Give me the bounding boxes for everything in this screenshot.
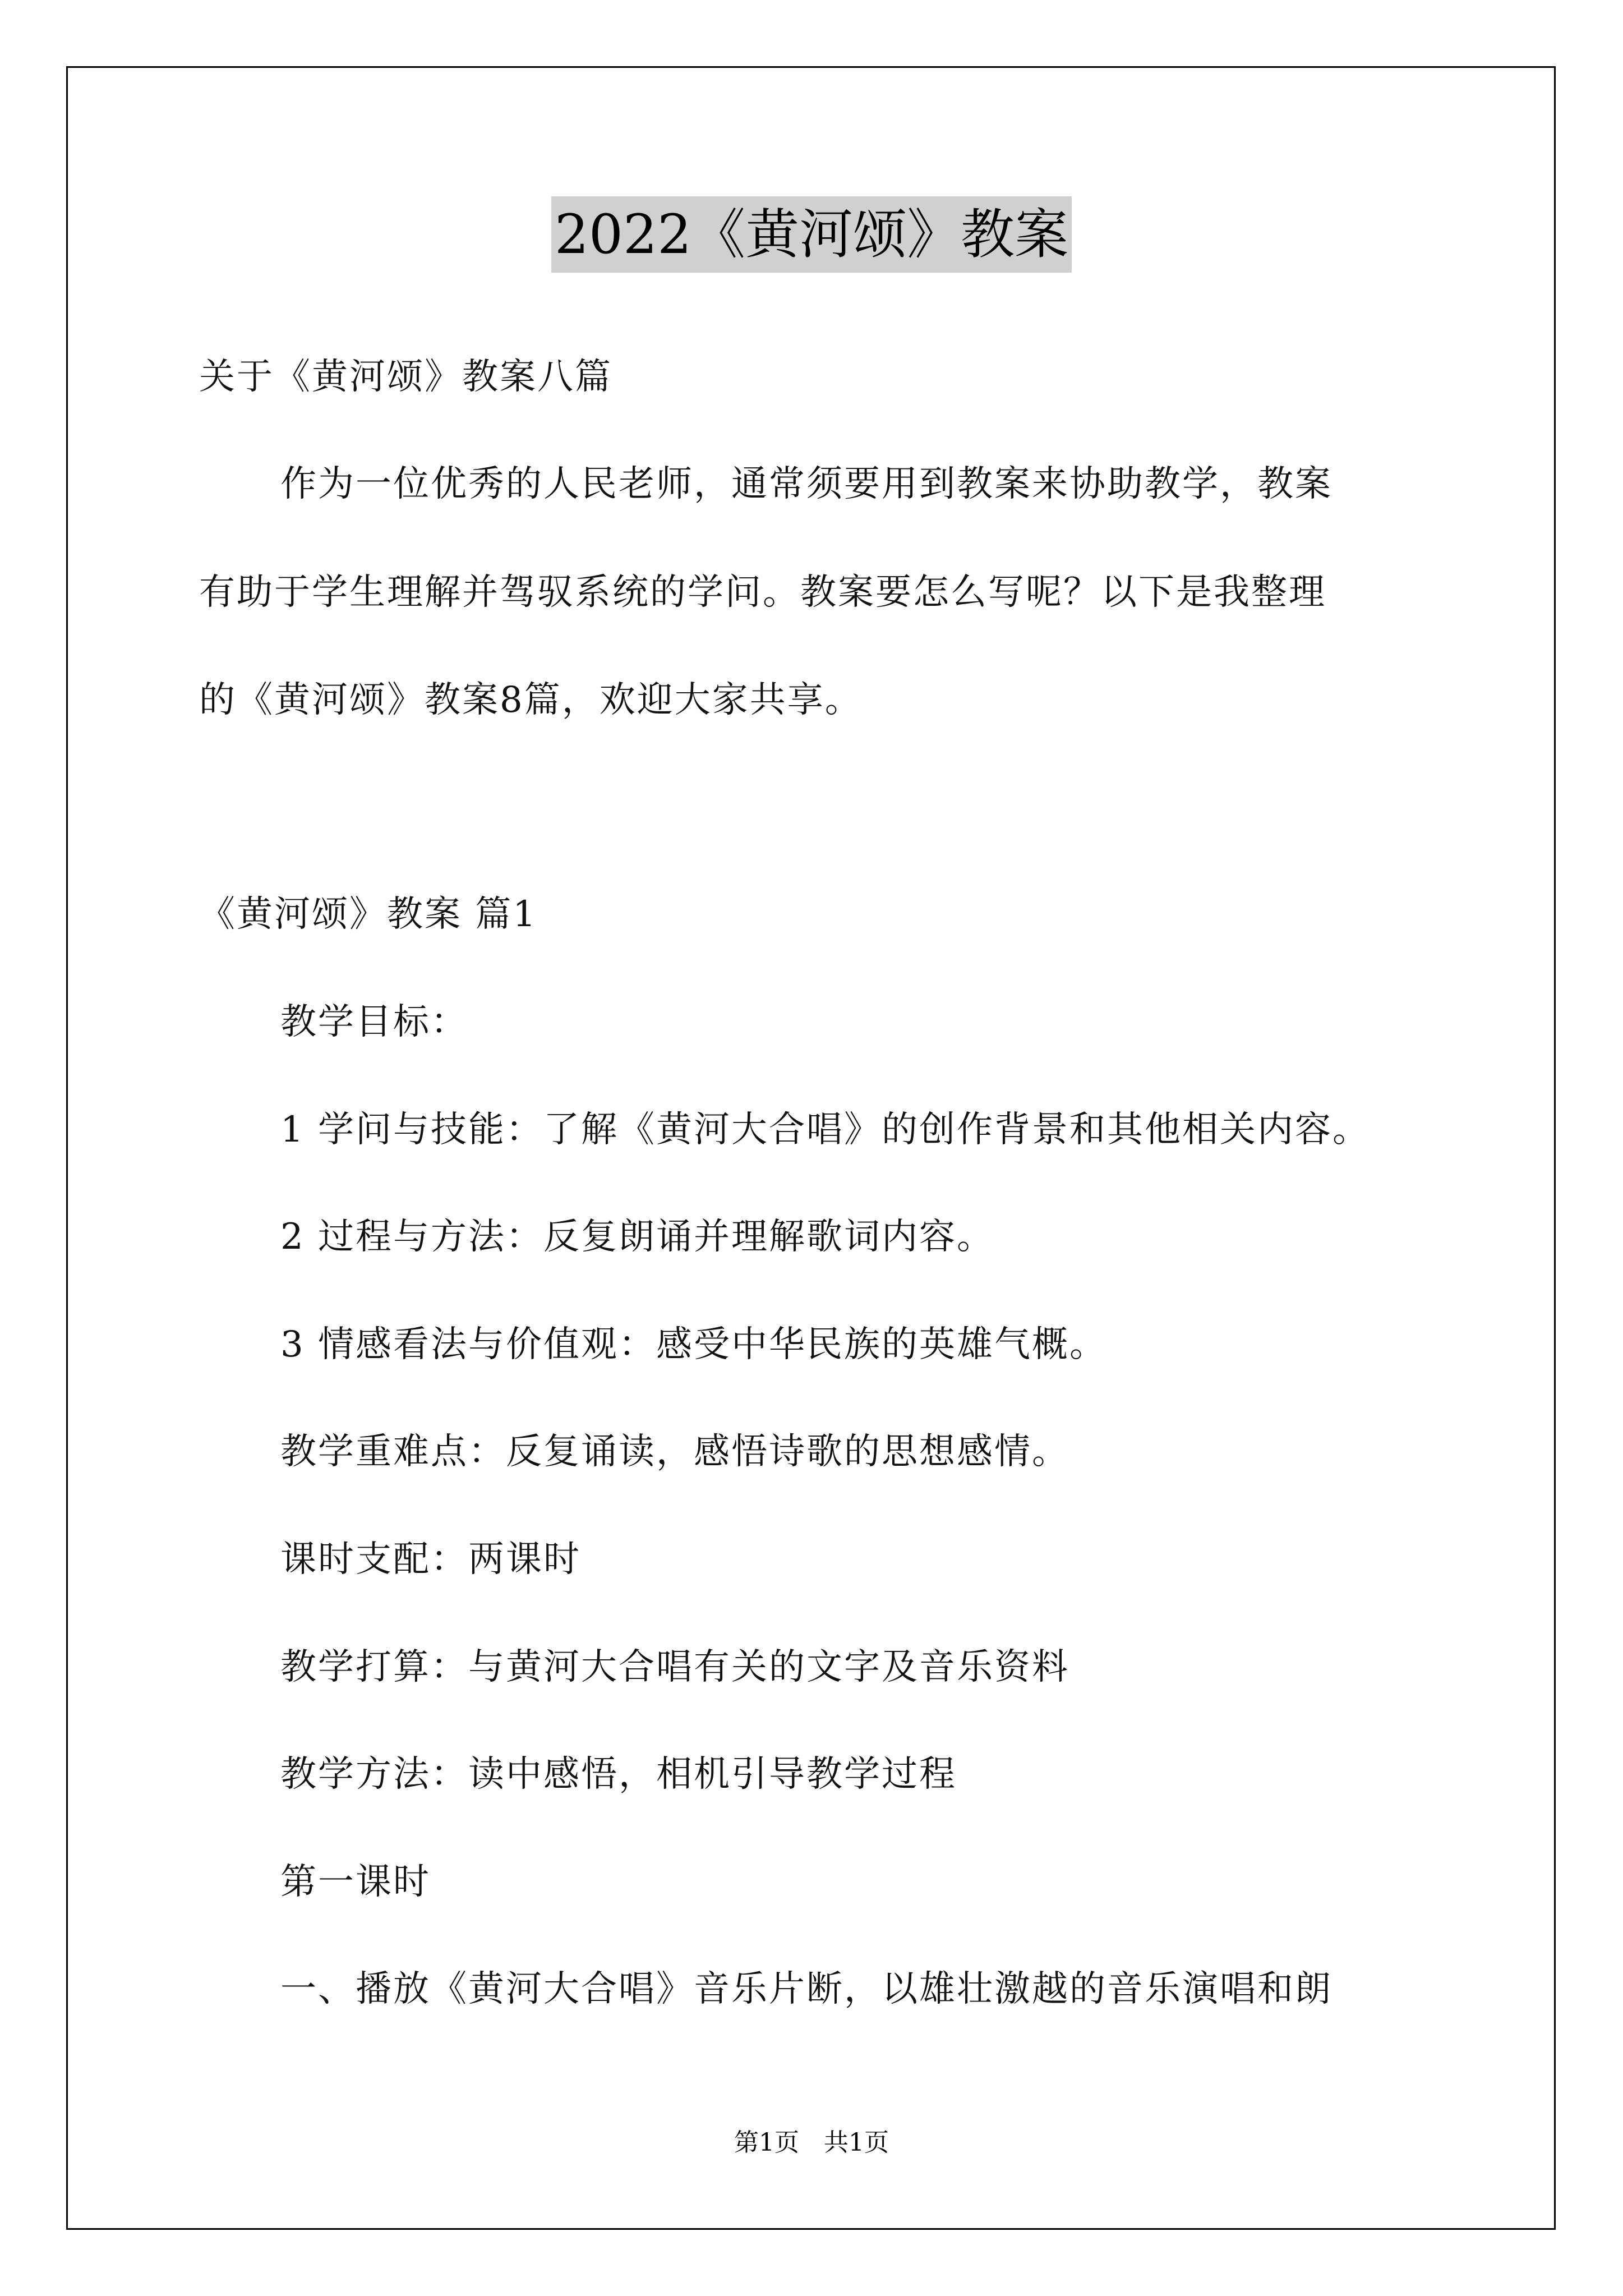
- section-heading: 《黄河颂》教案 篇1: [199, 894, 538, 935]
- page-footer: 第1页 共1页: [734, 2128, 889, 2157]
- intro-line-2: 有助于学生理解并驾驭系统的学问。教案要怎么写呢？以下是我整理: [199, 572, 1326, 613]
- title-wrap: [0, 196, 1623, 273]
- body-line-5: 教学重难点：反复诵读，感悟诗歌的思想感情。: [280, 1431, 1069, 1473]
- body-line-4: 3 情感看法与价值观：感受中华民族的英雄气概。: [280, 1324, 1108, 1365]
- body-line-1: 教学目标：: [280, 1001, 468, 1043]
- body-line-6: 课时支配：两课时: [280, 1539, 581, 1580]
- document-subtitle: 关于《黄河颂》教案八篇: [199, 356, 612, 398]
- body-line-2: 1 学问与技能：了解《黄河大合唱》的创作背景和其他相关内容。: [280, 1109, 1371, 1151]
- body-line-10: 一、播放《黄河大合唱》音乐片断，以雄壮激越的音乐演唱和朗: [280, 1968, 1332, 2010]
- body-line-3: 2 过程与方法：反复朗诵并理解歌词内容。: [280, 1216, 995, 1258]
- document-title: 2022《黄河颂》教案: [551, 196, 1072, 273]
- body-line-8: 教学方法：读中感悟，相机引导教学过程: [280, 1754, 957, 1795]
- intro-line-1: 作为一位优秀的人民老师，通常须要用到教案来协助教学，教案: [280, 463, 1332, 505]
- body-line-9: 第一课时: [280, 1861, 431, 1903]
- body-line-7: 教学打算：与黄河大合唱有关的文字及音乐资料: [280, 1646, 1069, 1688]
- intro-line-3: 的《黄河颂》教案8篇，欢迎大家共享。: [199, 679, 863, 721]
